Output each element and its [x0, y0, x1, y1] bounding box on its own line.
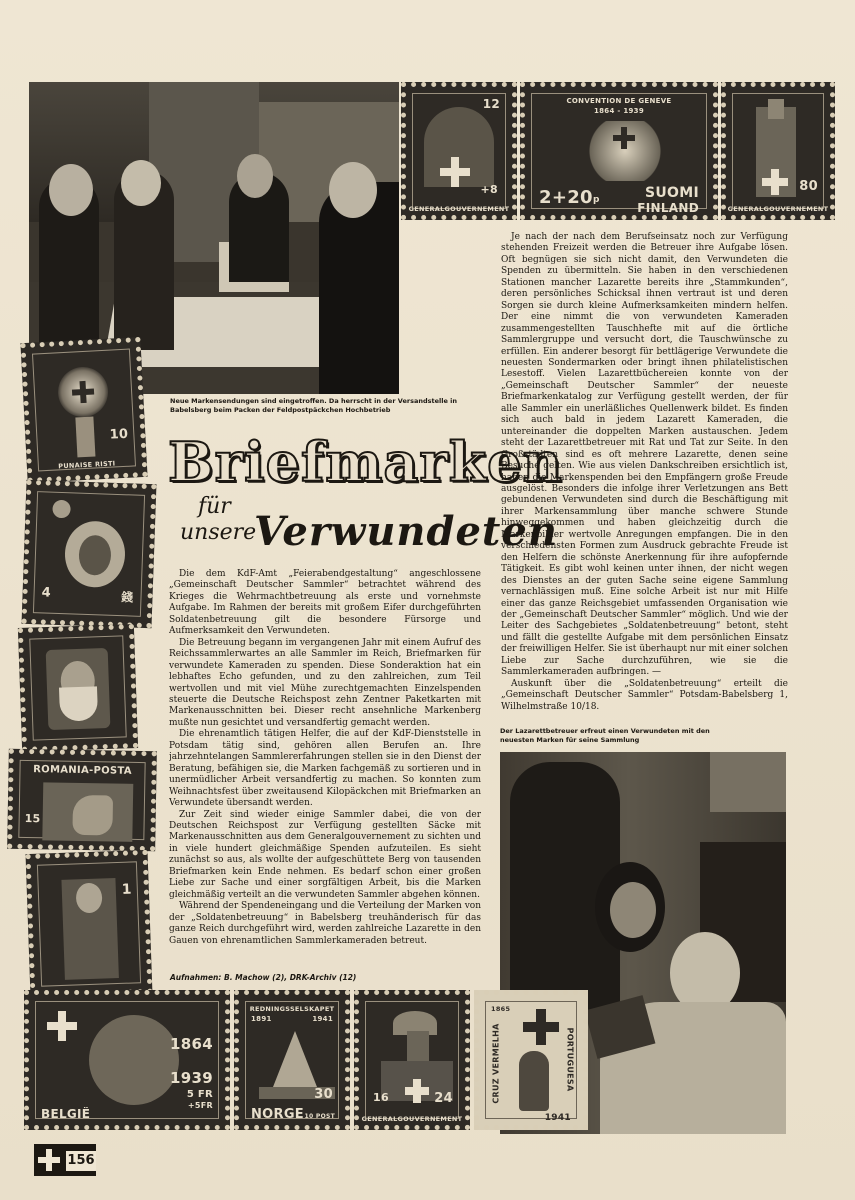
stamp-side-text-2: PORTUGUESA: [565, 1027, 575, 1092]
paragraph: Die ehrenamtlich tätigen Helfer, die auf der KdF-Dienststelle in Potsdam tätig sind, gehören allen Berufen an. Ihre jahrzehntelangen Sammlererfahrungen stellen sie in den Dienst der Beratung, befähigen sie, die Marken fachgemäß zu sortieren und in unermüdlicher Arbeit versandfertig zu machen. So konnten zum Weihnachtsfest über zweitausend Kilopäckchen mit Briefmarken an Verwundete übersandt werden.: [169, 729, 481, 809]
stamp-value-suffix: p: [593, 195, 600, 205]
stamp-country: BELGIË: [41, 1107, 91, 1121]
stamp-japan-4: [22, 480, 157, 628]
stamp-year-end: 1939: [170, 1069, 213, 1087]
stamp-surcharge: +5FR: [187, 1101, 213, 1110]
page-number: 156: [66, 1151, 96, 1171]
stamp-generalgouvernement-12: [401, 82, 517, 220]
stamp-sub: 16: [373, 1091, 389, 1104]
stamp-cruz-vermelha-portuguesa: [474, 990, 588, 1130]
red-cross-icon: [762, 169, 788, 195]
paragraph: Die Betreuung begann im vergangenen Jahr mit einem Aufruf des Reichssammlerwartes an alle Sammler im Reich, Briefmarken für verwundete Kameraden zu spenden. Diese Sonderaktion hat ein lebhaftes Echo gefunden, und zu den zahlreichen, zum Teil wertvollen und mit viel Mühe zurechtgemachten Einzelspenden steuerte die Deutsche Reichspost zehn Zentner Paketkarten mit Markenausschnitten bei. Dieser recht ansehnliche Markenberg mußte nun gesichtet und versandfertig gemacht werden.: [169, 637, 481, 728]
stamp-year-end: 1941: [312, 1015, 333, 1023]
stamp-portrait-bearded: [18, 624, 138, 752]
stamp-top-text: CONVENTION DE GENÈVE: [566, 97, 672, 105]
stamp-suomi-finland: [520, 82, 718, 220]
paragraph: Je nach der nach dem Berufseinsatz noch zur Verfügung stehenden Freizeit werden die Betreuer ihre Aufgabe lösen. Oft begnügen sie sich nicht damit, den Verwundeten die Spenden zu übermitteln. Sie haben in den verschiedenen Stationen mancher Lazarette bereits ihre „Stammkunden“, deren persönliches Schicksal ihnen vertraut ist und deren Sorgen sie durch kleine Aufmerksamkeiten mindern helfen. Der eine nimmt die von verwundeten Kameraden zusammengestellten Tauschhefte mit auf die örtliche Sammlergruppe und versucht dort, die Tauschwünsche zu erfüllen. Ein anderer besorgt für bettlägerige Verwundete die neuesten Sondermarken oder bringt ihnen philatelistischen Lesestoff. Vielen Lazarettbüchereien konnte von der „Gemeinschaft Deutscher Sammler“ der neueste Briefmarkenkatalog zur Verfügung gestellt werden, der für alle Sammler ein unerläßliches Quellenwerk bildet. Es finden sich auch bald in jedem Lazarett Kameraden, die untereinander die doppelten Marken austauschen. Jedem steht der Lazarettbetreuer mit Rat und Tat zur Seite. In den Großstädten sind es oft mehrere Lazarette, denen seine Besuche gelten. Wie aus vielen Dankschreiben ersichtlich ist, haben die Markenspenden bei den Empfängern große Freude ausgelöst. Besonders die infolge ihrer Verletzungen ans Bett gebundenen Verwundeten sind durch die Beschäftigung mit ihrer Markensammlung über manche schwere Stunde hinweggekommen und haben gleichzeitig durch die Markenbilder wertvolle Anregungen empfangen. Die in den verschiedensten Formen zum Ausdruck gebrachte Freude ist den Helfern die schönste Anerkennung für ihre aufopfernde Tätigkeit. Es gibt wohl keinen unter ihnen, der nicht wegen des Dienstes an der guten Sache seine eigene Sammlung vernachlässigen muß. Eine solche Arbeit ist nur mit Hilfe einer das ganze Reichsgebiet umfassenden Organisation wie der „Gemeinschaft Deutscher Sammler“ möglich. Und wie der Leiter des Sachgebietes „Soldatenbetreuung“ betont, steht und fällt die gestellte Aufgabe mit dem persönlichen Einsatz der freiwilligen Helfer. Sie ist überhaupt nur mit einer solchen Liebe zur Sache durchzuführen, wie sie die Sammlerkameraden aufbringen. —: [501, 232, 788, 678]
article-column-2: [501, 232, 788, 720]
stamp-country: NORGE: [251, 1107, 304, 1122]
stamp-norge: [234, 990, 350, 1130]
stamp-value: 15: [24, 812, 41, 826]
subtitle-unsere: unsere: [180, 520, 257, 545]
stamp-value: 5 FR: [186, 1089, 213, 1100]
red-cross-icon: [523, 1009, 559, 1045]
stamp-value: 24: [434, 1091, 453, 1106]
stamp-saar-1: [26, 850, 153, 998]
stamp-punaise-risti: [20, 337, 147, 483]
red-cross-icon: [38, 1149, 60, 1171]
paragraph: Auskunft über die „Soldatenbetreuung“ erteilt die „Gemeinschaft Deutscher Sammler“ Potsdam-Babelsberg 1, Wilhelmstraße 10/18.: [501, 678, 788, 712]
red-cross-icon: [613, 127, 635, 149]
stamp-year-start: 1891: [251, 1015, 272, 1023]
stamp-country: ROMANIA-POSTA: [33, 764, 132, 777]
stamp-surcharge: +8: [480, 183, 498, 196]
stamp-country-2: FINLAND: [637, 201, 699, 215]
stamp-value: 2+20: [539, 187, 593, 208]
stamp-value: 10: [109, 426, 129, 443]
stamp-belgie: [24, 990, 230, 1130]
stamp-sub: 10 POST: [304, 1113, 335, 1120]
subtitle-fuer: für: [198, 494, 231, 519]
paragraph: Die dem KdF-Amt „Feierabendgestaltung“ angeschlossene „Gemeinschaft Deutscher Sammler“ betrachtet während des Krieges die Wehrmachtbetreuung als erste und vornehmste Aufgabe. Im Rahmen der bereits mit großem Eifer durchgeführten Soldatenbetreuung gilt die besondere Fürsorge und Aufmerksamkeit den Verwundeten.: [169, 569, 481, 637]
page-number-box: [34, 1144, 96, 1176]
stamp-romania-posta: [7, 749, 157, 852]
stamp-side-text: CRUZ VERMELHA: [491, 1023, 501, 1104]
stamp-value: 4: [41, 585, 52, 601]
subtitle-verwundeten: Verwundeten: [254, 508, 558, 555]
red-cross-icon: [405, 1079, 429, 1103]
paragraph: Zur Zeit sind wieder einige Sammler dabei, die von der Deutschen Reichspost zur Verfügung gestellten Säcke mit Markenausschnitten aus dem Generalgouvernement zu sichten und in viele hundert gleichmäßige Spenden aufzuteilen. Es sieht zunächst so aus, als wollte der aufgeschüttete Berg von tausenden Briefmarken kein Ende nehmen. Es bedarf schon einer großen Liebe zur Sache und einer sorgfältigen Arbeit, bis die Marken gleichmäßig verteilt an die verwundeten Sammler abgehen können.: [169, 809, 481, 900]
paragraph: Während der Spendeneingang und die Verteilung der Marken von der „Soldatenbetreuung“ in Babelsberg treuhänderisch für das ganze Reich durchgeführt wird, werden zahlreiche Lazarette in den Gauen von ehrenamtlichen Sammlerkameraden betreut.: [169, 901, 481, 946]
stamp-unit: 錢: [120, 590, 134, 605]
stamp-generalgouvernement-80: [721, 82, 835, 220]
stamp-country: SUOMI: [645, 185, 699, 201]
stamp-year-start: 1864: [170, 1035, 213, 1053]
stamp-generalgouvernement-24: [354, 990, 470, 1130]
stamp-label: GENERALGOUVERNEMENT: [408, 205, 510, 213]
stamp-value: 80: [799, 179, 818, 194]
stamp-value: 1: [121, 881, 133, 898]
stamp-label: GENERALGOUVERNEMENT: [361, 1115, 463, 1123]
stamp-text: PUNAISE RISTI: [58, 459, 116, 471]
article-column-1: [169, 569, 481, 966]
bottom-photo-caption: Der Lazarettbetreuer erfreut einen Verwundeten mit den neuesten Marken für seine Sammlung: [500, 727, 710, 744]
red-cross-icon: [47, 1011, 77, 1041]
stamp-year: 1941: [544, 1113, 571, 1123]
stamp-value: 12: [482, 97, 500, 111]
stamp-years: 1864 - 1939: [593, 107, 645, 115]
stamp-top-text: REDNINGSSELSKAPET: [249, 1005, 335, 1013]
top-photo-caption: Neue Markensendungen sind eingetroffen. Da herrscht in der Versandstelle in Babelsberg beim Packen der Feldpostpäckchen Hochbetrieb: [170, 397, 457, 414]
red-cross-icon: [440, 157, 470, 187]
stamp-value: 30: [314, 1087, 333, 1102]
stamp-label: GENERALGOUVERNEMENT: [727, 205, 829, 213]
article-title: Briefmarken: [168, 430, 563, 494]
red-cross-icon: [71, 380, 94, 403]
photo-credits: Aufnahmen: B. Machow (2), DRK-Archiv (12): [170, 973, 357, 982]
stamp-year-top: 1865: [491, 1005, 511, 1013]
